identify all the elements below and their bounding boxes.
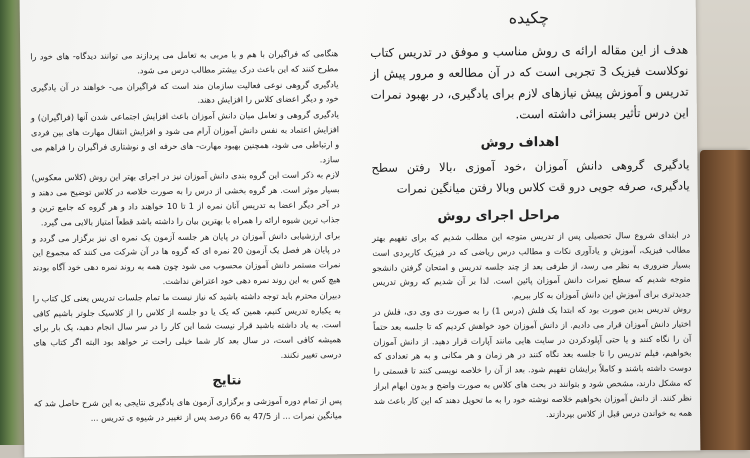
steps-paragraph: در ابتدای شروع سال تحصیلی پس از تدریس متوجه این مطلب شدیم که برای تفهیم بهتر مطالب فیزیک، آموزش و یادآوری نکات و مطالب درس ریاضی که در فیزیک کاربردی است بسیار ضروری به نظر می رسد، از طرفی بعد از چند جلسه تدریس و امتحان گرفتن دانشجو متوجه شدیم که سطح نمرات دانش آموزان پائین است. لذا بر آن شدیم که روش تدریس جدیدتری برای آموزش این دانش آموزان به کار ببریم. [372,229,691,301]
steps-paragraph: روش تدریس بدین صورت بود که ابتدا یک فلش (درس 1) را به صورت دی وی دی، فلش در اختیار دانش آموزان قرار می دادیم. از دانش آموزان خود خواهش کردیم که تا جلسه بعد حتماً آن را نگاه کنند و یا حتی آپلودکردن در سایت هایی مانند آپارات قرار دهید. از دانش آموزان بخواهیم، فیلم تدریس را تا جلسه بعد نگاه کنند در هر زمان و هر مکانی و به هر تعدادی که دوست داشته باشند و کاملاً برایشان تفهیم شود. بعد از آن را خلاصه نویسی کنند تا قسمتی را که مشکل دارند، مشخص شود و بتوانند در بحث های کلاس به صورت واضح و بدون ابهام ابراز نظر کنند. از دانش آموزان بخواهیم خلاصه نوشته خود را به ما تحویل دهند که این کار باعث شد همه به خواندن درس قبل از کلاس بپردازند. [372,303,693,419]
abstract-title: چکیده [508,8,550,28]
left-paragraph: هنگامی که فراگیران با هم و با مربی به تعامل می پردازند می توانند دیدگاه- های خود را مطرح کنند که این باعث درک بیشتر مطالب درس می شود. [30,48,339,76]
goals-section [371,134,690,200]
background-wood-panel [700,150,750,450]
left-paragraph: یادگیری گروهی و تعامل میان دانش آموزان باعث افزایش اجتماعی شدن آنها (فراگیران) و افزایش اعتماد به نفس دانش آموزان آرام می شود و افزایش انتقال مهارت های بین فردی و ارتباطی می شود، همچنین بهبود مهارت- های حرفه ای و نوشتاری فراگیران را فراهم می سازد. [30,109,340,164]
results-text: پس از تمام دوره آموزشی و برگزاری آزمون های یادگیری نتایجی به این شرح حاصل شد که میانگین نمرات ... از 47/5 به 66 درصد پس از تغییر در شیوه ی تدریس ... [33,394,343,423]
goals-text: یادگیری گروهی دانش آموزان ،خود آموزی ،بالا رفتن سطح یادگیری، صرفه جویی درو قت کلاس وبالا رفتن میانگین نمرات [371,157,690,196]
steps-heading: مراحل اجرای روش [437,207,560,225]
left-paragraph: لازم به ذکر است این گروه بندی دانش آموزان نیز در اجرای بهتر این روش (کلاس معکوس) بسیار موثر است. هر گروه بخشی از درس را به صورت خلاصه در کلاس توضیح می دهند و در آخر دیگر اعضا به تدریس آنان نمره از 1 تا 10 خواهند داد و هر گروه که جامع ترین و جذاب ترین شیوه ارائه را همراه با بهترین بیان را داشته باشد قطعاً امتیاز بالایی می گیرد. [31,169,340,228]
left-paragraph: یادگیری گروهی نوعی فعالیت سازمان مند است که فراگیران می- خواهند در آن یادگیری خود و دیگر اعضای کلاس را افزایش دهند. [30,78,339,106]
left-column [30,46,342,427]
right-column [370,1,692,424]
results-heading: نتایج [212,372,242,389]
abstract-section [370,7,689,127]
abstract-text: هدف از این مقاله ارائه ی روش مناسب و موفق در تدریس کتاب نوکلاست فیزیک 3 تجربی است که در آن مطالعه و مرور پیش از تدریس و آموزش پیش نیازهای لازم برای یادگیری، در بهبود نمرات این درس تأثیر بسزائی داشته است. [370,42,689,122]
steps-section [372,207,692,424]
left-paragraph: دبیران محترم باید توجه داشته باشید که نیاز نیست ما تمام جلسات تدریس یعنی کل کتاب را به یکباره تدریس کنیم، همین که یک یا دو جلسه از کلاس را از کلاسیک جلوتر باشیم کافی است. به یاد داشته باشید قرار نیست شما این کار را در سر سال انجام دهید، یک بار برای همیشه کافی است، در سال بعد کار شما خیلی راحت تر خواهد بود البته اگر کتاب های درسی تغییر نکنند. [32,289,342,360]
goals-heading: اهداف روش [480,134,560,151]
paper-sheet [20,0,701,458]
left-paragraph: برای ارزشیابی دانش آموزان در پایان هر جلسه آزمون یک نمره ای نیز برگزار می گردد و در پایان هر فصل یک آزمون 20 نمره ای که گروه ها در آن شرکت می کنند که مجموع این نمرات مستمر دانش آموزان محسوب می شود چون همه به روند نمره دهی خود آگاه بودند هیچ کس به این روند نمره دهی خود اعتراض نداشت. [32,229,341,287]
